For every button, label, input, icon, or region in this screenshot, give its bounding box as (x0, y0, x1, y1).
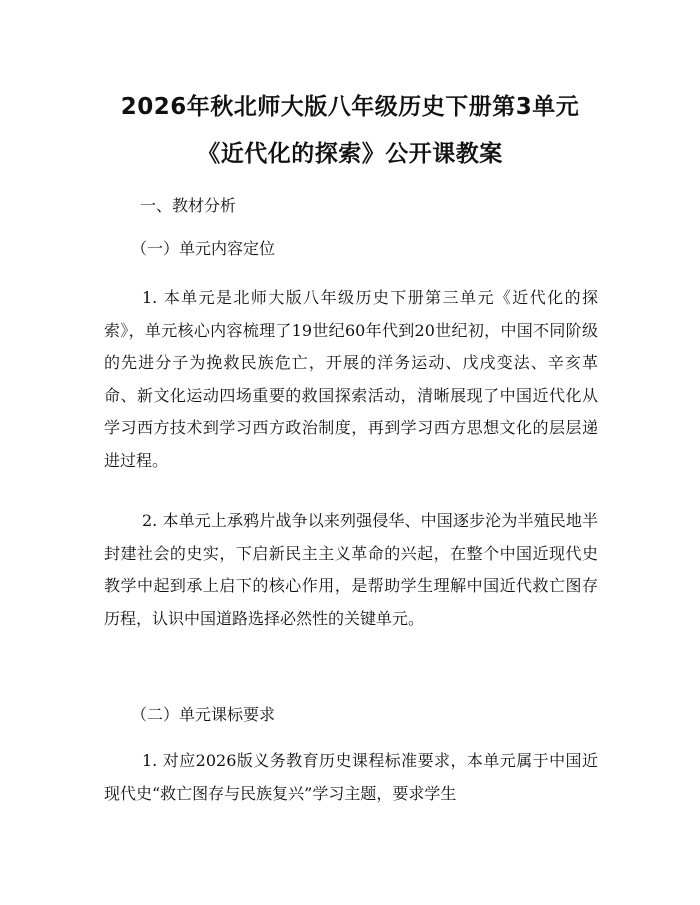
section-heading-teaching-analysis: 一、教材分析 (140, 196, 237, 215)
document-title-line-1: 2026年秋北师大版八年级历史下册第3单元 (120, 94, 580, 120)
paragraph-unit-positioning-1: 1. 本单元是北师大版八年级历史下册第三单元《近代化的探索》，单元核心内容梳理了19世纪60年代到20世纪初，中国不同阶级的先进分子为挽救民族危亡，开展的洋务运动、戊戌变法、辛亥革命、新文化运动四场重要的救国探索活动，清晰展现了中国近代化从学习西方技术到学习西方政治制度，再到学习西方思想文化的层层递进过程。 (104, 288, 598, 470)
subsection-heading-unit-positioning: （一）单元内容定位 (131, 239, 276, 258)
subsection-heading-curriculum-requirements: （二）单元课标要求 (131, 705, 276, 724)
document-title-line-2: 《近代化的探索》公开课教案 (197, 141, 503, 167)
paragraph-unit-positioning-2: 2. 本单元上承鸦片战争以来列强侵华、中国逐步沦为半殖民地半封建社会的史实，下启新民主主义革命的兴起，在整个中国近现代史教学中起到承上启下的核心作用，是帮助学生理解中国近代救亡图存历程，认识中国道路选择必然性的关键单元。 (104, 511, 598, 628)
paragraph-curriculum-requirements-1: 1. 对应2026版义务教育历史课程标准要求，本单元属于中国近现代史“救亡图存与民族复兴”学习主题，要求学生 (104, 751, 598, 803)
